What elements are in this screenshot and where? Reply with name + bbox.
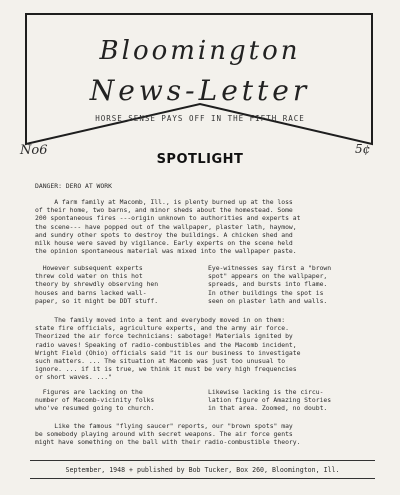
article-paragraph-1: A farm family at Macomb, Ill., is plenty burned up at the loss of their home, two barns, and minor sheds about the homestead. Some 200 spontaneous fires ---origin unknown to authorities and experts at the scene--- have popped out of the wallpaper, plaster lath, haymow, and sundry other spots to destroy the buildings. A chicken shed and milk house were saved by vigilance. Early experts on the scene held the opinion spontaneous material was mixed into the wallpaper paste. xyxy=(35,198,301,256)
tagline: HORSE SENSE PAYS OFF IN THE FIFTH RACE xyxy=(95,114,305,123)
price: 5¢ xyxy=(355,142,371,156)
article-column-right-2: Likewise lacking is the circu- lation figure of Amazing Stories in that area. Zoomed, no doubt. xyxy=(208,388,332,413)
section-title: SPOTLIGHT xyxy=(156,152,244,167)
article-paragraph-3: The family moved into a tent and everybody moved in on them: state fire officials, agriculture experts, and the army air force. Theorized the air force technicians: sabotage! Materials ignited by radio waves! Speaking of radio-combustibles and the Macomb incident, Wright Field (Ohio) officials said "it is our business to investigate such matters. ... The situation at Macomb was just too unusual to ignore. ... if it is true, we think it must be very high frequencies or short waves. ..." xyxy=(35,316,301,382)
footer-rule-bottom xyxy=(30,478,375,479)
masthead-title-line1: Bloomington xyxy=(99,36,301,66)
footer-rule-top xyxy=(30,460,375,461)
article-column-left-1: However subsequent experts threw cold water on this hot theory by shrewdly observing hen houses and barns lacked wall- paper, so it might be DDT stuff. xyxy=(35,264,159,305)
footer-publication-line: September, 1948 + published by Bob Tucker, Box 260, Bloomington, Ill. xyxy=(65,466,340,474)
article-paragraph-5: Like the famous "flying saucer" reports, our "brown spots" may be somebody playing around with secret weapons. The air force gents might have something on the ball with their radio-combustible theory. xyxy=(35,422,301,447)
article-column-left-2: Figures are lacking on the number of Macomb-vicinity folks who've resumed going to church. xyxy=(35,388,155,413)
article-column-right-1: Eye-witnesses say first a "brown spot" appears on the wallpaper, spreads, and bursts into flame. In other buildings the spot is seen on plaster lath and walls. xyxy=(208,264,332,305)
issue-number: No6 xyxy=(20,143,48,158)
article-heading: DANGER: DERO AT WORK xyxy=(35,182,112,190)
masthead-title-line2: News-Letter xyxy=(89,74,311,107)
